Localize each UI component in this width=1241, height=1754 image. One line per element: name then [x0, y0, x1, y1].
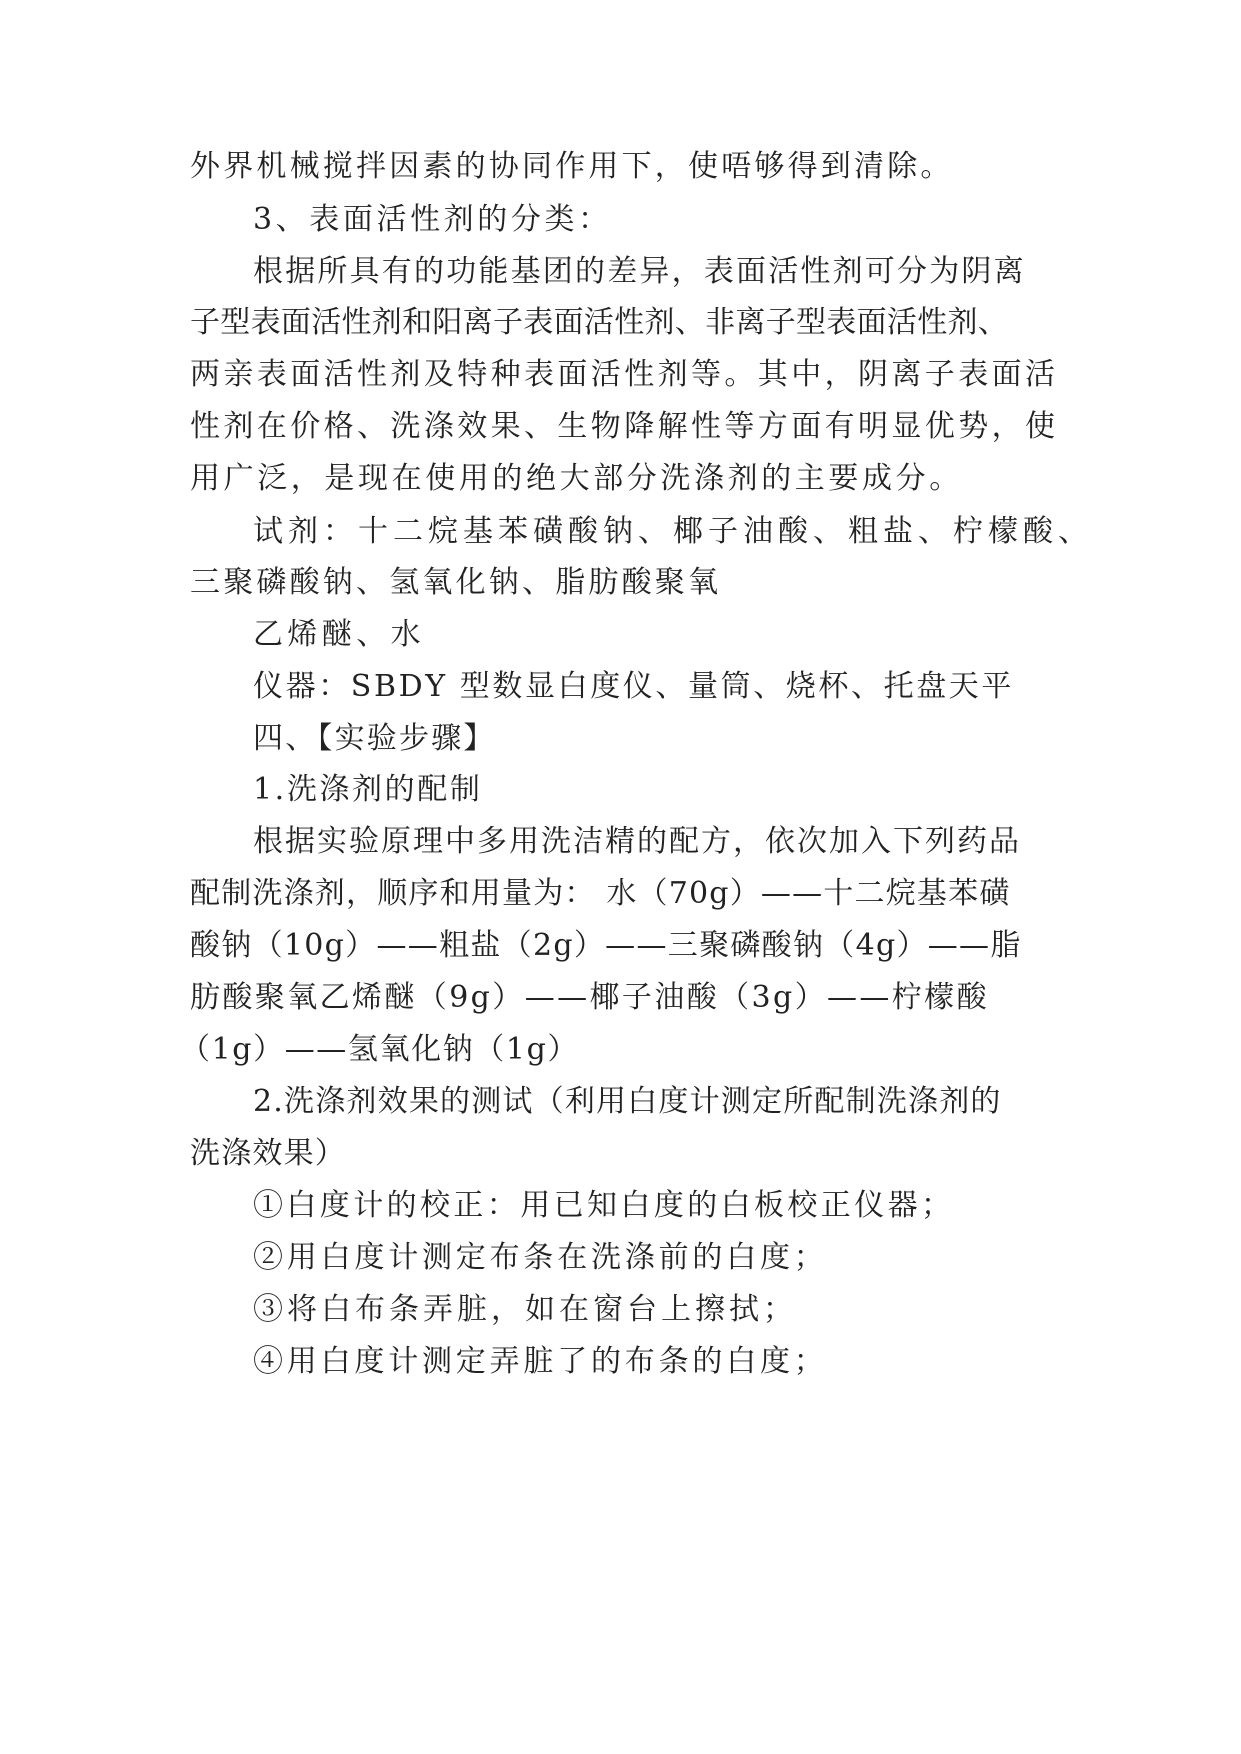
list-item: ③将白布条弄脏，如在窗台上擦拭； [253, 1292, 797, 1327]
text-line: 子型表面活性剂和阳离子表面活性剂、非离子型表面活性剂、 [190, 305, 1009, 340]
section-heading: 3、表面活性剂的分类： [253, 202, 612, 237]
text-line: 根据所具有的功能基团的差异，表面活性剂可分为阴离 [253, 254, 1026, 289]
text-line: 酸钠（10g）——粗盐（2g）——三聚磷酸钠（4g）——脂 [190, 928, 1022, 963]
list-item: ①白度计的校正：用已知白度的白板校正仪器； [253, 1188, 955, 1223]
text-line: 用广泛，是现在使用的绝大部分洗涤剂的主要成分。 [190, 461, 963, 496]
text-line: 洗涤效果） [190, 1136, 346, 1171]
text-line: 配制洗涤剂，顺序和用量为： 水（70g）——十二烷基苯磺 [190, 876, 1011, 911]
text-line: 试剂：十二烷基苯磺酸钠、椰子油酸、粗盐、柠檬酸、 [253, 514, 1093, 549]
text-line: 外界机械搅拌因素的协同作用下，使唔够得到清除。 [190, 149, 954, 184]
subsection-heading: 2.洗涤剂效果的测试（利用白度计测定所配制洗涤剂的 [253, 1084, 1002, 1119]
text-line: （1g）——氢氧化钠（1g） [180, 1032, 579, 1067]
text-line: 根据实验原理中多用洗洁精的配方，依次加入下列药品 [253, 824, 1021, 859]
section-heading: 四、【实验步骤】 [253, 721, 496, 756]
text-line: 肪酸聚氧乙烯醚（9g）——椰子油酸（3g）——柠檬酸 [190, 980, 989, 1015]
text-line: 两亲表面活性剂及特种表面活性剂等。其中，阴离子表面活 [190, 357, 1059, 392]
text-line: 性剂在价格、洗涤效果、生物降解性等方面有明显优势，使 [190, 409, 1059, 444]
text-line: 三聚磷酸钠、氢氧化钠、脂肪酸聚氧 [190, 565, 722, 600]
list-item: ②用白度计测定布条在洗涤前的白度； [253, 1240, 828, 1275]
list-item: ④用白度计测定弄脏了的布条的白度； [253, 1344, 828, 1379]
subsection-heading: 1.洗涤剂的配制 [253, 772, 483, 807]
text-line: 乙烯醚、水 [253, 617, 425, 652]
text-line: 仪器：SBDY 型数显白度仪、量筒、烧杯、托盘天平 [253, 669, 1014, 704]
